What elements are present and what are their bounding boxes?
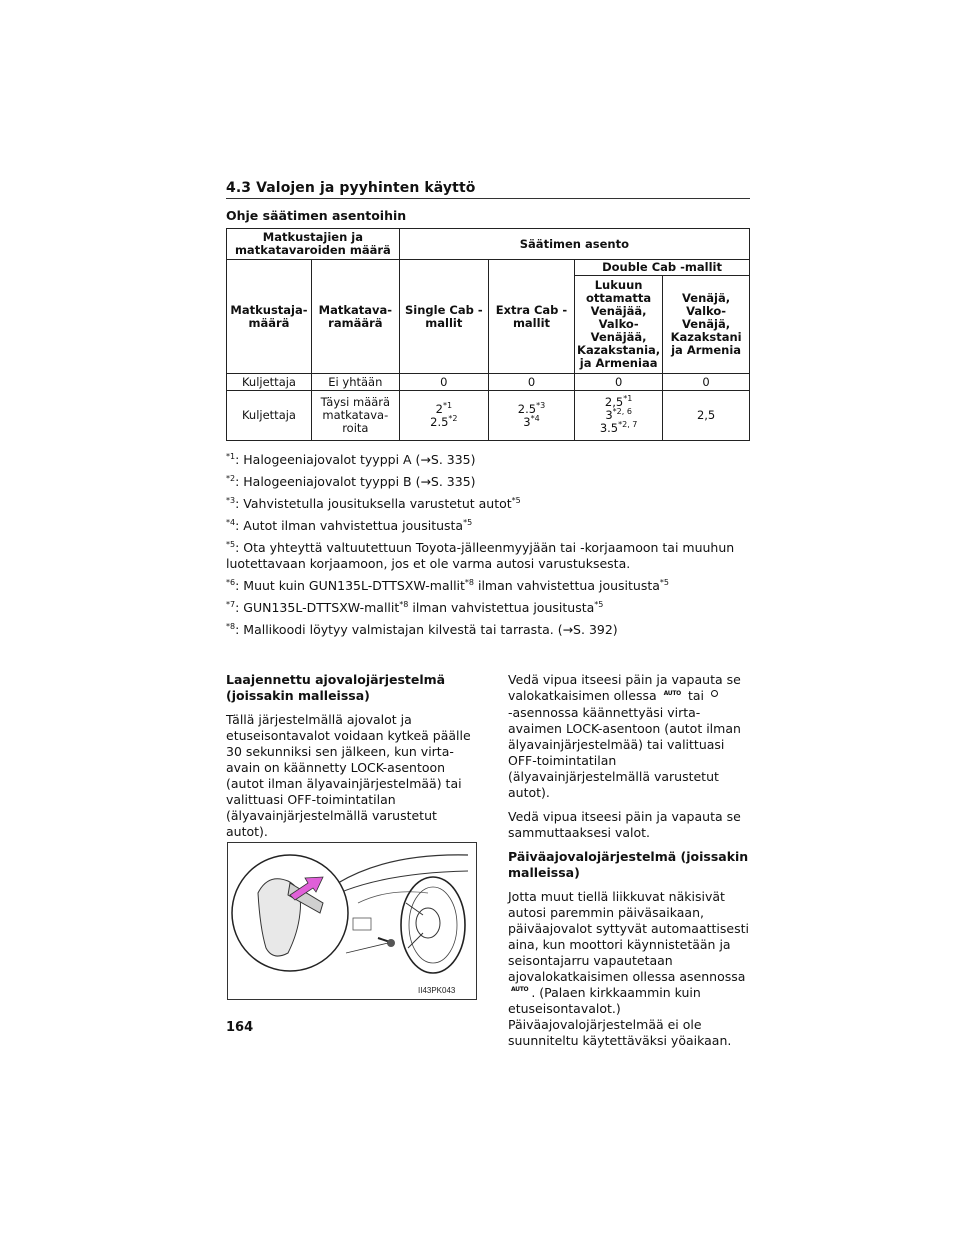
right-column (508, 672, 753, 1049)
header-divider (226, 198, 750, 199)
paragraph (508, 672, 753, 801)
text: Päiväajovalojärjestelmää ei ole suunniteltu käytettäväksi yöaikaan. (508, 1017, 732, 1048)
cell-passengers: Kuljettaja (227, 391, 312, 441)
footnote-mark: *3 (226, 495, 236, 505)
footnote-mark: *8 (399, 599, 409, 609)
table-heading: Ohje säätimen asentoihin (226, 208, 407, 223)
left-column (226, 672, 478, 848)
value: 2.5 (517, 401, 537, 416)
footnote-mark: *1 (226, 451, 236, 461)
footnotes (226, 452, 756, 644)
cell-luggage: Täysi määrä matkatava-roita (311, 391, 399, 441)
table-row (227, 374, 750, 391)
footnote-mark: *5 (511, 495, 521, 505)
header-single-cab: Single Cab -mallit (399, 260, 488, 374)
cell-double-a (575, 391, 663, 441)
footnote-text: : Autot ilman vahvistettua jousitusta (235, 518, 464, 533)
footnote-text: : Halogeeniajovalot tyyppi A (→S. 335) (235, 452, 476, 467)
footnote-text: : Muut kuin GUN135L-DTTSXW-mallit (235, 578, 465, 593)
header-double-cab: Double Cab -mallit (575, 260, 750, 276)
footnote-text: : GUN135L-DTTSXW-mallit (235, 600, 400, 615)
footnote (226, 474, 756, 490)
header-luggage-amount: Matkatava-ramäärä (311, 260, 399, 374)
table-row (227, 391, 750, 441)
footnote-mark: *5 (594, 599, 604, 609)
cell-double-a: 0 (575, 374, 663, 391)
text: -asennossa käännettyäsi virta-avaimen LOCK-asentoon (autot ilman älyavainjärjestelmää) tai valittuasi OFF-toimintatilan (älyavainjärjestelmällä varustetut autot). (508, 704, 741, 800)
text: tai (687, 688, 704, 703)
value: 2.5 (430, 414, 449, 429)
footnote (226, 518, 756, 534)
footnote (226, 496, 756, 512)
section-heading: Laajennettu ajovalojärjestelmä (joissakin malleissa) (226, 672, 446, 703)
footnote-ref: *3 (536, 400, 546, 410)
footnote-mark: *7 (226, 599, 236, 609)
footnote (226, 600, 756, 616)
paragraph: Tällä järjestelmällä ajovalot ja etuseisontavalot voidaan kytkeä päälle 30 sekunniksi sen jälkeen, kun virta-avain on käännetty LOCK-asentoon (autot ilman älyavainjärjestelmää) tai valittuasi OFF-toimintatilan (älyavainjärjestelmällä varustetut autot). (226, 712, 471, 839)
footnote-text: : Halogeeniajovalot tyyppi B (→S. 335) (235, 474, 476, 489)
cell-single: 0 (399, 374, 488, 391)
footnote (226, 540, 756, 572)
illustration-drawing (228, 843, 476, 999)
text: Vedä vipua itseesi päin ja vapauta se valokatkaisimen ollessa (508, 672, 741, 703)
adjustment-table (226, 228, 750, 441)
section-header: 4.3 Valojen ja pyyhinten käyttö (226, 180, 476, 196)
header-double-cab-russia: Venäjä, Valko-Venäjä, Kazakstani ja Armenia (663, 276, 750, 374)
footnote-mark: *8 (226, 621, 236, 631)
cell-luggage: Ei yhtään (311, 374, 399, 391)
page-number: 164 (226, 1020, 254, 1035)
footnote-ref: *1 (623, 394, 633, 404)
footnote-ref: *2, 7 (618, 420, 638, 430)
footnote-mark: *5 (659, 577, 669, 587)
header-adjuster-position: Säätimen asento (399, 229, 749, 260)
figure-code: II43PK043 (418, 986, 456, 995)
footnote (226, 622, 756, 638)
paragraph (508, 889, 753, 1050)
footnote-mark: *4 (226, 517, 236, 527)
text: Jotta muut tiellä liikkuvat näkisivät autosi paremmin päiväsaikaan, päiväajovalot syttyvät automaattisesti aina, kun moottori käynnistetään ja seisontajarru vapautetaan ajovalokatkaisimen ollessa asennossa (508, 888, 749, 984)
cell-single (399, 391, 488, 441)
footnote-mark: *8 (464, 577, 475, 587)
header-passenger-count: Matkustaja-määrä (227, 260, 312, 374)
footnote (226, 578, 756, 594)
footnote-mark: *2 (226, 473, 236, 483)
value: 3 (605, 408, 613, 422)
cell-extra: 0 (488, 374, 574, 391)
header-passengers-luggage: Matkustajien ja matkatavaroiden määrä (227, 229, 400, 260)
auto-switch-icon: AUTO (511, 986, 529, 993)
footnote-text: : Ota yhteyttä valtuutettuun Toyota-jälleenmyyjään tai -korjaamoon tai muuhun luotettavaan korjaamoon, jos et ole varma autosi varustuksesta. (226, 540, 735, 571)
auto-switch-icon: AUTO (663, 689, 681, 697)
parking-light-icon (711, 690, 718, 697)
footnote-text: : Vahvistetulla jousituksella varustetut autot (235, 496, 512, 511)
footnote-mark: *5 (226, 539, 236, 549)
value: 3.5 (599, 421, 619, 435)
footnote-ref: *4 (530, 413, 540, 423)
cell-double-b: 0 (663, 374, 750, 391)
value: 2 (435, 401, 443, 416)
footnote-ref: *2, 6 (612, 407, 632, 417)
lever-illustration (227, 842, 477, 1000)
header-double-cab-other: Lukuun ottamatta Venäjää, Valko-Venäjää, Kazakstania, ja Armeniaa (575, 276, 663, 374)
cell-passengers: Kuljettaja (227, 374, 312, 391)
footnote-text: ilman vahvistettua jousitusta (474, 578, 660, 593)
footnote-mark: *6 (226, 577, 236, 587)
section-heading: Päiväajovalojärjestelmä (joissakin malleissa) (508, 848, 749, 880)
cell-extra (488, 391, 574, 441)
footnote (226, 452, 756, 468)
paragraph: Vedä vipua itseesi päin ja vapauta se sammuttaaksesi valot. (508, 808, 741, 840)
footnote-ref: *2 (448, 413, 458, 423)
header-extra-cab: Extra Cab -mallit (488, 260, 574, 374)
footnote-text: ilman vahvistettua jousitusta (408, 600, 595, 615)
value: 3 (523, 414, 531, 429)
value: 2,5 (604, 395, 624, 409)
footnote-mark: *5 (463, 517, 473, 527)
footnote-text: : Mallikoodi löytyy valmistajan kilvestä tai tarrasta. (→S. 392) (235, 622, 618, 637)
footnote-ref: *1 (442, 400, 453, 410)
text: . (Palaen kirkkaammin kuin etuseisontavalot.) (508, 984, 701, 1016)
cell-double-b: 2,5 (663, 391, 750, 441)
